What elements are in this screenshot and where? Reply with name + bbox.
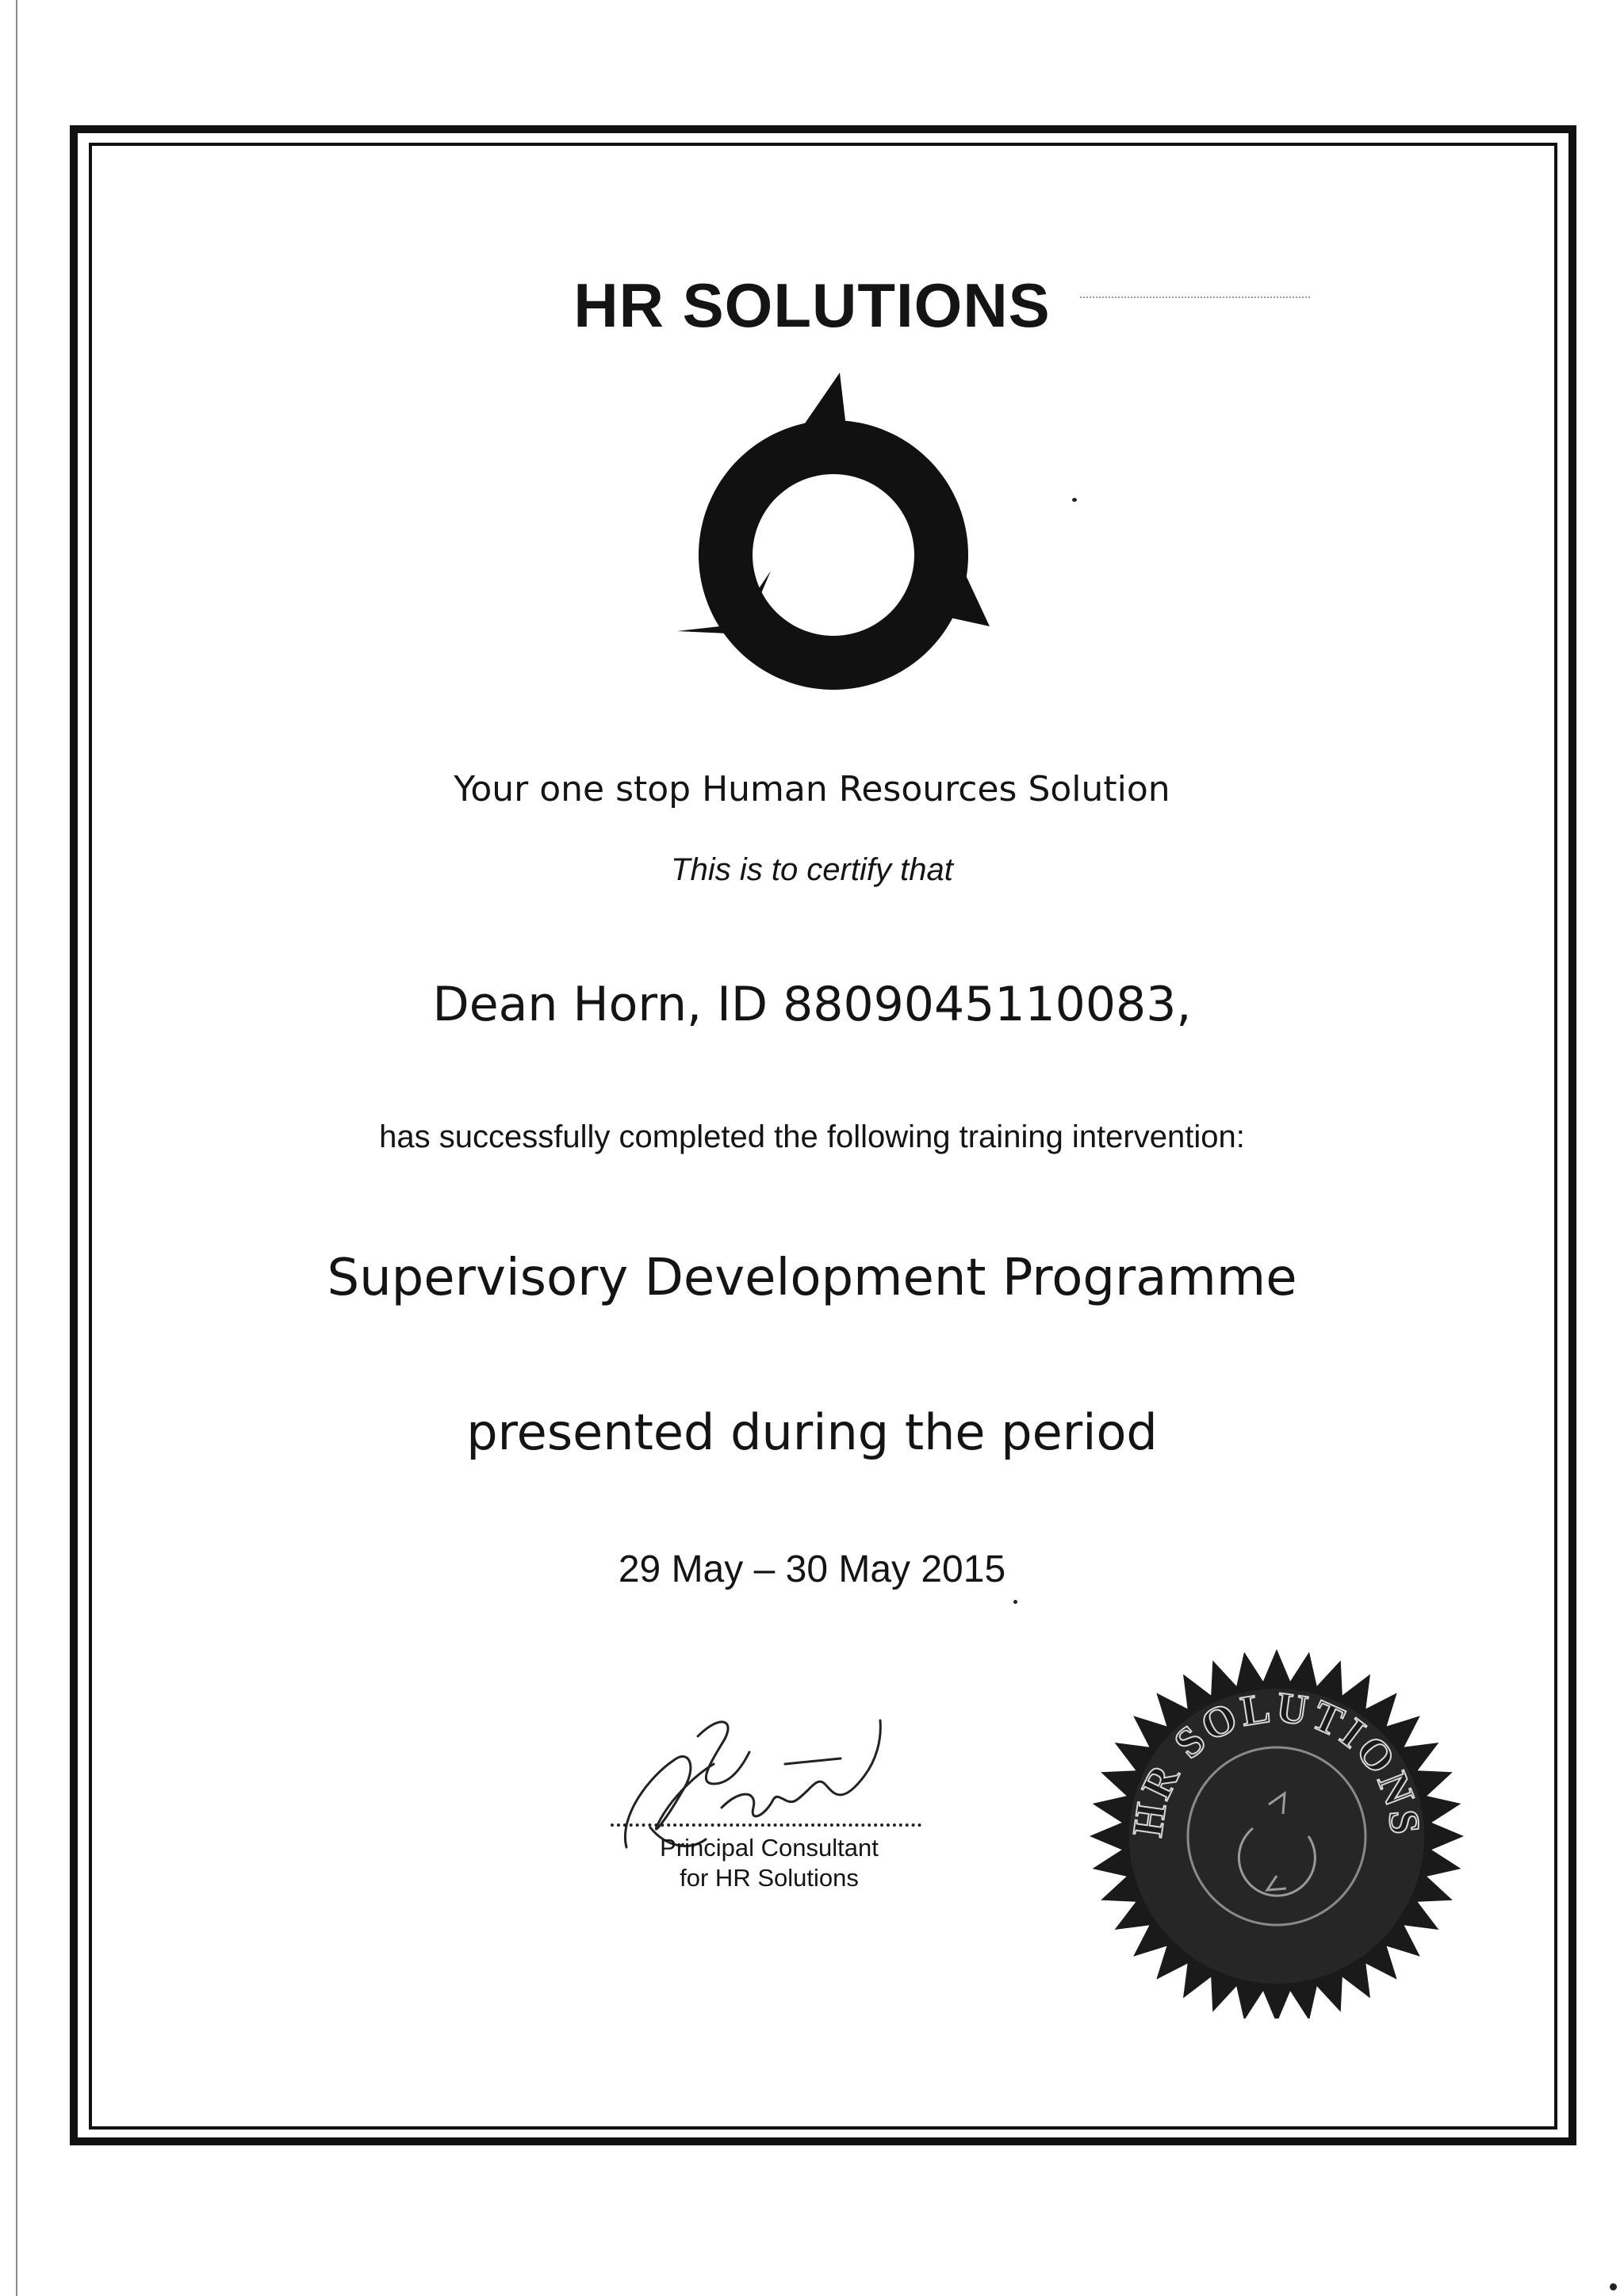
period-line: presented during the period xyxy=(466,1403,1158,1461)
starburst-seal-icon xyxy=(1086,1638,1467,2019)
seal-text: HR SOLUTIONS xyxy=(1123,1682,1430,1840)
programme-name: Supervisory Development Programme xyxy=(327,1249,1297,1307)
title-trailing-line xyxy=(1080,297,1310,298)
signature-line xyxy=(611,1823,921,1827)
recipient-name: Dean Horn, ID 8809045110083, xyxy=(432,977,1192,1032)
tagline: Your one stop Human Resources Solution xyxy=(454,769,1170,809)
organization-title: HR SOLUTIONS xyxy=(573,270,1051,340)
date-range: 29 May – 30 May 2015 xyxy=(618,1548,1006,1590)
completion-line: has successfully completed the following training intervention: xyxy=(379,1119,1245,1154)
scan-speck xyxy=(1013,1600,1017,1604)
signatory-organization: for HR Solutions xyxy=(680,1864,859,1892)
certify-line: This is to certify that xyxy=(671,852,953,887)
circular-arrows-logo-icon xyxy=(677,373,990,706)
scan-speck xyxy=(1072,498,1077,502)
signatory-caption xyxy=(634,1833,904,1893)
scan-speck xyxy=(1610,2283,1617,2290)
signatory-title: Principal Consultant xyxy=(660,1834,879,1862)
